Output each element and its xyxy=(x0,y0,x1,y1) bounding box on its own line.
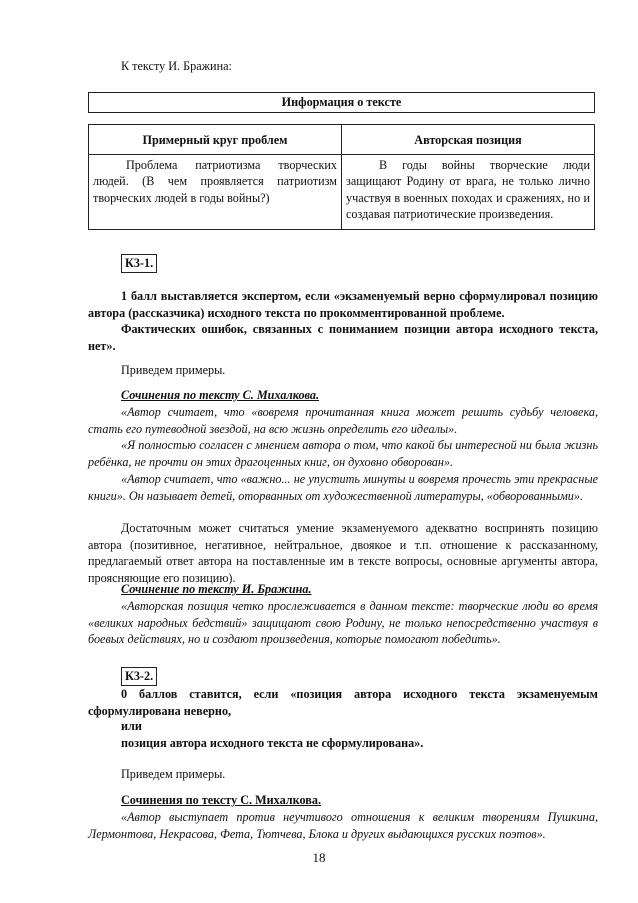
k32-label: К3-2. xyxy=(121,667,157,686)
page-number: 18 xyxy=(312,850,326,865)
k31-sub2-title: Сочинение по тексту И. Бражина. xyxy=(121,582,312,596)
k32-sub-title: Сочинения по тексту С. Михалкова. xyxy=(121,793,322,807)
k31-quote3: «Автор считает, что «важно... не упустить минуты и вовремя прочесть эти прекрасные книги». Он называет детей, оторванных от художественной литературы, «обворованными». xyxy=(88,472,598,503)
k31-quote1: «Автор считает, что «вовремя прочитанная книга может решить судьбу человека, стать его путеводной звездой, на всю жизнь определить его идеалы». xyxy=(88,405,598,436)
k31-label: К3-1. xyxy=(121,254,157,273)
k31-quote2: «Я полностью согласен с мнением автора о том, что какой бы интересной ни была жизнь ребёнка, не прочти он этих драгоценных книг, он духовно обворован». xyxy=(88,438,598,469)
k32-examples-intro: Приведем примеры. xyxy=(121,767,226,781)
k32-rule-line3: позиция автора исходного текста не сформулирована». xyxy=(121,736,424,750)
k31-note: Достаточным может считаться умение экзаменуемого адекватно воспринять позицию автора (позитивное, негативное, нейтральное, двоякое и т.п. отношение к рассказанному, предлагаемый ответ автора на поставленные им в тексте вопросы, основные аргументы автора, проясняющие его позицию). xyxy=(88,521,598,585)
col2-text: В годы войны творческие люди защищают Родину от врага, не только лично участвуя в военных походах и сражениях, но и создавая патриотические произведения. xyxy=(342,154,595,229)
k31-examples-intro: Приведем примеры. xyxy=(121,363,226,377)
k31-rule: 1 балл выставляется экспертом, если «экзаменуемый верно сформулировал позицию автора (рассказчика) исходного текста по прокомментированной проблеме. xyxy=(88,289,598,320)
k31-label-box xyxy=(121,254,157,273)
k31-rule2: Фактических ошибок, связанных с пониманием позиции автора исходного текста, нет». xyxy=(88,322,598,353)
k32-quote1: «Автор выступает против неучтивого отношения к великим творениям Пушкина, Лермонтова, Некрасова, Фета, Тютчева, Блока и других выдающихся русских поэтов». xyxy=(88,810,598,841)
info-table xyxy=(88,124,595,230)
col1-text: Проблема патриотизма творческих людей. (В чем проявляется патриотизм творческих людей в годы войны?) xyxy=(89,154,342,229)
intro-line: К тексту И. Бражина: xyxy=(121,59,232,73)
k32-rule-or: или xyxy=(121,719,142,733)
k31-sub1-title: Сочинения по тексту С. Михалкова. xyxy=(121,388,320,402)
k32-label-box xyxy=(121,667,157,686)
k31-quote4: «Авторская позиция четко прослеживается в данном тексте: творческие люди во время «великих народных бедствий» защищают свою Родину, не только непосредственно участвуя в боевых действиях, но и создают произведения, которые помогают победить». xyxy=(88,599,598,647)
k32-rule-line1: 0 баллов ставится, если «позиция автора исходного текста экзаменуемым сформулирована неверно, xyxy=(88,687,598,718)
col2-header: Авторская позиция xyxy=(342,125,595,155)
info-header: Информация о тексте xyxy=(89,93,595,113)
col1-header: Примерный круг проблем xyxy=(89,125,342,155)
info-header-table xyxy=(88,92,595,113)
